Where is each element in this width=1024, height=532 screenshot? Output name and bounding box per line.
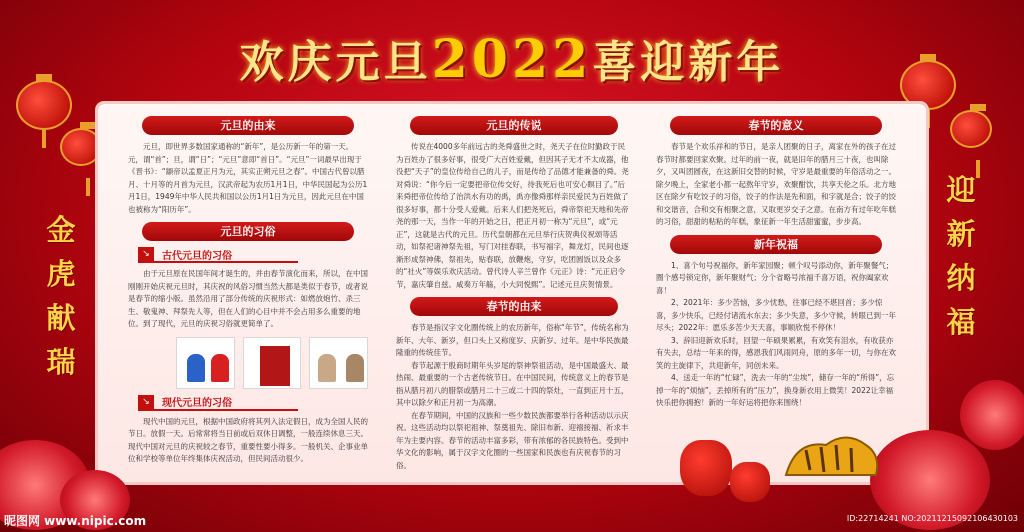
- tiger-icon: [776, 420, 886, 490]
- section-text: 春节起源于殷商时期年头岁尾的祭神祭祖活动，是中国最盛大、最热闹、最重要的一个古老传统节日。在中国民间，传统意义上的春节是指从腊月初八的腊祭或腊月二十三或二十四的祭灶，一直到正月十五，其中以除夕和正月初一为高潮。: [396, 360, 629, 407]
- peony-icon: [960, 380, 1024, 450]
- family-illustration: [309, 337, 368, 389]
- watermark-right: ID:22714241 NO:20211215092106430103: [846, 514, 1018, 523]
- arrow-icon: ↘: [138, 247, 154, 261]
- section-text: 春节是指汉字文化圈传统上的农历新年，俗称“年节”，传统名称为新年、大年、新岁，但口头上又称度岁、庆新岁、过年。是中华民族最隆重的传统佳节。: [396, 323, 629, 357]
- section-text: 春节是个欢乐祥和的节日，是亲人团聚的日子，离家在外的孩子在过春节时都要回家欢聚。过年的前一夜，就是旧年的腊月三十夜，也叫除夕，又叫团圆夜，在这新旧交替的时候，守岁是最重要的年俗活动之一。除夕晚上，全家老小都一起熬年守岁，欢聚酣饮，共享天伦之乐。北方地区在除夕有吃饺子的习俗，饺子的作法是先和面，和字就是合；饺子的饺和交谐音，合和交有相聚之意，又取更岁交子之意。在南方有过年吃年糕的习俗，甜甜的粘粘的年糕，象征新一年生活甜蜜蜜，步步高。: [656, 142, 896, 226]
- right-slogan-char: 新: [946, 217, 976, 251]
- subsection-title: [138, 247, 298, 263]
- kids-illustration: [176, 337, 235, 389]
- column-middle: [396, 112, 632, 472]
- wish-item: 3、辞旧迎新欢乐时，回望一年硕果累累，有欢笑有泪水，有收获亦有失去，总结一年来的得，感恩我们风雨同舟，原的多年一切，与你在欢笑的主旋律下，共迎新年，同创未来。: [656, 335, 896, 370]
- section-title: 春节的由来: [410, 297, 618, 316]
- section-title: 元旦的由来: [142, 116, 354, 135]
- column-right: [656, 112, 896, 410]
- subsection-title: [138, 395, 298, 411]
- left-slogan-char: 虎: [46, 257, 76, 291]
- right-slogan: [940, 168, 982, 344]
- lantern-icon: [950, 110, 992, 148]
- illustration-row: [176, 337, 368, 389]
- section-title: 新年祝福: [670, 235, 882, 254]
- left-slogan-char: 金: [46, 213, 76, 247]
- left-slogan: [40, 208, 82, 384]
- section-text: 现代中国的元旦，根据中国政府将其列入法定假日，成为全国人民的节日。放假一天。后常常将当日前或后双休日调整，一般连续休息三天。现代中国对元旦的庆祝较之春节，重要性要小得多。一般机关、企事业单位和学校等单位年终集体庆祝活动，但民间活动很少。: [128, 416, 368, 463]
- section-text: 在春节期间，中国的汉族和一些少数民族都要举行各种活动以示庆祝。这些活动均以祭祀祖神、祭奠祖先、除旧布新、迎禧接福、祈求丰年为主要内容。春节的活动丰富多彩，带有浓郁的各民族特色。受到中华文化的影响，属于汉字文化圈的一些国家和民族也有庆祝春节的习俗。: [396, 410, 629, 470]
- right-slogan-char: 迎: [946, 173, 976, 207]
- wish-item: 1、喜个句号祝福你，新年家园聚；顿个叹号添动你，新年聚餐气；圈个感号锁定你，新年聚财气；分个省略号浓福千喜万语，祝你阖家欢喜！: [656, 260, 894, 295]
- watermark-left: 昵图网 www.nipic.com: [4, 514, 147, 528]
- poster-title: [0, 26, 1024, 90]
- section-title: 元旦的传说: [410, 116, 618, 135]
- subsection-label: 现代元旦的习俗: [162, 398, 232, 409]
- title-prefix: 欢庆元旦: [239, 37, 432, 88]
- section-text: 元旦，即世界多数国家通称的“新年”，是公历新一年的第一天。元，谓“首”；旦，谓“日”；“元旦”意即“首日”。“元旦”一词最早出现于《晋书》：“颛帝以孟夏正月为元，其实正朔元旦之春”。中国古代曾以腊月、十月等的月首为元旦，汉武帝起为农历1月1日，中华民国起为公历1月1日，1949年中华人民共和国以公历1月1日为元旦，因此元旦在中国也被称为“阳历年”。: [128, 142, 368, 214]
- right-slogan-char: 福: [946, 305, 976, 339]
- left-slogan-char: 献: [46, 301, 76, 335]
- section-title: 元旦的习俗: [142, 222, 354, 241]
- section-text: 传说在4000多年前远古的尧舜盛世之时，尧天子在位时勤政于民为百姓办了很多好事，很受广大百姓爱戴，但因其子无才不太成器，他没把“天子”的皇位传给自己的儿子，而是传给了品德才能兼备的舜。尧对舜说：“你今后一定要把帝位传交好，待我死后也可安心瞑目了。”后来舜把帝位传给了治洪水有功的禹，禹亦像舜那样亲民爱民为百姓做了很多好事，都十分受人爱戴。后来人们把尧死后，舜帝祭祀天地和先帝尧的那一天，当作一年的开始之日，把正月初一称为“元旦”，或“元正”，这就是古代的元旦。历代皇朝都在元旦举行庆贺典仪祝颂等活动，如祭祀诸神祭先祖，写门对挂春联，书写福字，舞龙灯，民间也逐渐形成祭神佛，祭祖先，贴春联，放鞭炮，守岁，吃团圆饭以及众多的“社火”等娱乐欢庆活动。曾代诗人辛兰曾作《元正》诗：“元正启令节，嘉庆肇自兹。咸奏万年觞，小大同悦熙”。记述元旦庆贺情景。: [396, 142, 629, 289]
- right-slogan-char: 纳: [946, 261, 976, 295]
- wish-item: 2、2021年：多少苦恼，多少忧愁，往事已经不堪回首；多少惊喜，多少快乐，已经付诸流水东去；多少失意，多少守候，转眼已到一年尽头；2022年：愿乐多苦少天天喜，事顺欣悦不停休！: [656, 298, 896, 332]
- child-figure: [211, 354, 229, 382]
- money-bag-icon: [680, 440, 732, 496]
- section-title: 春节的意义: [670, 116, 882, 135]
- subsection-label: 古代元旦的习俗: [162, 250, 232, 262]
- door-illustration: [243, 337, 302, 389]
- title-year: 2022: [431, 29, 593, 90]
- section-text: 由于元旦原在民国年间才诞生的，并由春节演化而来，所以，在中国刚刚开始庆祝元旦时，其庆祝的风俗习惯当然大都是类似于春节，或者说是春节的缩小版。虽然沿用了部分传统的庆祝形式：如燃放炮竹、杀三生、敬鬼神、拜祭先人等，但在人们的心目中并不会占用多么重要的地位。到了现代，元旦的庆祝习俗就更简单了。: [128, 269, 368, 328]
- left-slogan-char: 瑞: [46, 345, 76, 379]
- person-figure: [318, 354, 336, 382]
- money-bag-icon: [730, 462, 770, 502]
- title-suffix: 喜迎新年: [592, 37, 785, 88]
- column-left: [128, 112, 368, 466]
- lantern-icon: [60, 128, 102, 166]
- child-figure: [187, 354, 205, 382]
- wish-item: 4、送走一年的“忙碌”，洗去一年的“尘埃”，储存一年的“所得”，忘掉一年的“烦恼”，丢掉所有的“压力”，换身新衣用上微笑！2022让幸福快乐把你拥抱！新的一年好运将把你来围绕！: [656, 373, 895, 407]
- arrow-icon: ↘: [138, 395, 154, 409]
- person-figure: [346, 354, 364, 382]
- door-shape: [260, 346, 290, 386]
